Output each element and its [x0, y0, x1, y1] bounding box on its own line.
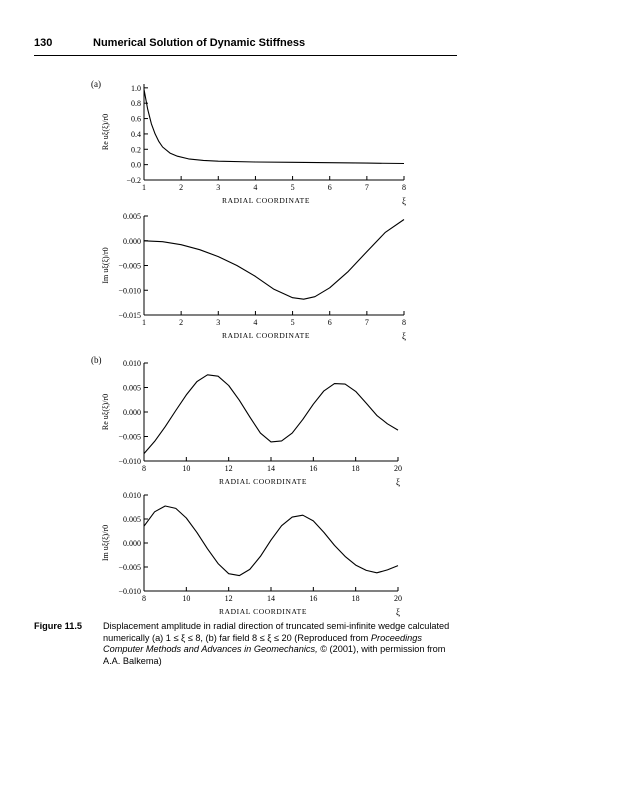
chart2-x-tick-label: 3	[216, 318, 221, 327]
chart4-x-tick-label: 18	[351, 594, 360, 603]
chart3-x-tick-label: 8	[142, 464, 146, 473]
panel-label-b: (b)	[91, 355, 102, 365]
running-title: Numerical Solution of Dynamic Stiffness	[93, 37, 306, 49]
chart2-series-line	[144, 220, 404, 300]
caption-text: Displacement amplitude in radial direction of truncated semi-infinite wedge calculated numerically (a) 1 ≤ ξ ≤ 8, (b) far field 8 ≤ ξ ≤ 20 (Reproduced from	[103, 621, 450, 643]
caption-label: Figure 11.5	[34, 621, 83, 631]
chart1-x-tick-label: 5	[290, 183, 295, 192]
chart4-y-tick-label: 0.010	[123, 491, 141, 500]
chart4-x-tick-label: 8	[142, 594, 146, 603]
chart3-x-tick-label: 20	[394, 464, 402, 473]
chart2-y-tick-label: 0.000	[123, 236, 141, 246]
chart2-x-tick-label: 7	[364, 318, 369, 327]
chart4-x-tick-label: 20	[394, 594, 402, 603]
chart4-x-axis-symbol: ξ	[395, 607, 401, 617]
chart1-x-tick-label: 2	[179, 183, 184, 192]
figure-caption	[34, 621, 464, 667]
caption-text-end: © (2001), with permission from A.A. Balkema)	[103, 644, 446, 666]
chart4-series-line	[144, 506, 398, 576]
chart3-x-tick-label: 18	[351, 464, 360, 473]
chart2-y-tick-label: −0.010	[118, 286, 141, 296]
chart1-x-tick-label: 4	[253, 183, 258, 192]
chart3-x-tick-label: 16	[309, 464, 318, 473]
chart2-x-tick-label: 5	[290, 318, 295, 327]
chart3-y-tick-label: −0.005	[118, 432, 141, 442]
chart1-y-tick-label: 0.6	[131, 114, 141, 124]
chart1-x-tick-label: 7	[364, 183, 369, 192]
chart1-x-tick-label: 1	[142, 183, 146, 192]
chart1-y-tick-label: 0.2	[131, 145, 141, 155]
chart3-x-tick-label: 10	[182, 464, 191, 473]
chart3-y-axis-label: Re uξ(ξ)/r0	[101, 393, 110, 431]
chart2-x-tick-label: 6	[327, 318, 332, 327]
chart1-y-tick-label: 0.0	[131, 160, 141, 170]
chart3-y-tick-label: −0.010	[118, 457, 141, 466]
chart2-y-tick-label: −0.005	[118, 261, 141, 271]
page-number: 130	[34, 37, 53, 49]
chart2-x-tick-label: 1	[142, 318, 146, 327]
chart4-y-tick-label: 0.005	[123, 515, 141, 524]
chart2-y-tick-label: 0.005	[123, 212, 141, 221]
chart2-y-axis-label: Im uξ(ξ)/r0	[101, 247, 110, 284]
chart3-x-axis-symbol: ξ	[395, 477, 401, 487]
chart4-y-axis-label: Im uξ(ξ)/r0	[101, 524, 110, 562]
chart1-y-tick-label: 0.4	[131, 129, 141, 139]
chart3-y-tick-label: 0.010	[123, 359, 141, 368]
chart2-x-tick-label: 8	[402, 318, 406, 327]
chart1-x-axis-label: RADIAL COORDINATE	[221, 196, 311, 205]
chart4-x-tick-label: 14	[267, 594, 275, 603]
chart1-series-line	[144, 89, 404, 163]
chart2-y-tick-label: −0.015	[118, 311, 141, 320]
chart1-x-axis-symbol: ξ	[401, 196, 407, 206]
chart4-y-tick-label: −0.010	[118, 587, 141, 596]
chart3-x-tick-label: 14	[267, 464, 275, 473]
chart3-y-tick-label: 0.000	[123, 408, 141, 417]
panel-label-a: (a)	[91, 79, 101, 89]
chart1-y-axis-label: Re uξ(ξ)/r0	[101, 113, 110, 151]
chart1-y-tick-label: −0.2	[126, 176, 141, 185]
chart1-y-tick-label: 1.0	[131, 83, 141, 93]
chart1-x-tick-label: 3	[216, 183, 221, 192]
chart2-x-tick-label: 2	[179, 318, 184, 327]
chart4-y-tick-label: 0.000	[123, 539, 141, 548]
chart1-y-tick-label: 0.8	[131, 99, 141, 109]
chart3-x-tick-label: 12	[224, 464, 233, 473]
chart4-y-tick-label: −0.005	[118, 563, 141, 572]
chart3-series-line	[144, 375, 398, 454]
chart4-x-tick-label: 16	[309, 594, 318, 603]
chart4-x-tick-label: 10	[182, 594, 191, 603]
chart3-y-tick-label: 0.005	[123, 383, 141, 393]
chart2-x-axis-label: RADIAL COORDINATE	[221, 331, 311, 340]
caption-source-title: Proceedings Computer Methods and Advances in Geomechanics,	[103, 632, 422, 654]
chart2-x-axis-symbol: ξ	[401, 331, 407, 341]
chart2-x-tick-label: 4	[253, 318, 258, 327]
caption-body	[103, 621, 464, 667]
chart3-x-axis-label: RADIAL COORDINATE	[218, 477, 308, 486]
chart4-x-tick-label: 12	[224, 594, 233, 603]
chart4-x-axis-label: RADIAL COORDINATE	[218, 607, 308, 616]
chart1-x-tick-label: 8	[402, 183, 406, 192]
chart1-x-tick-label: 6	[327, 183, 332, 192]
